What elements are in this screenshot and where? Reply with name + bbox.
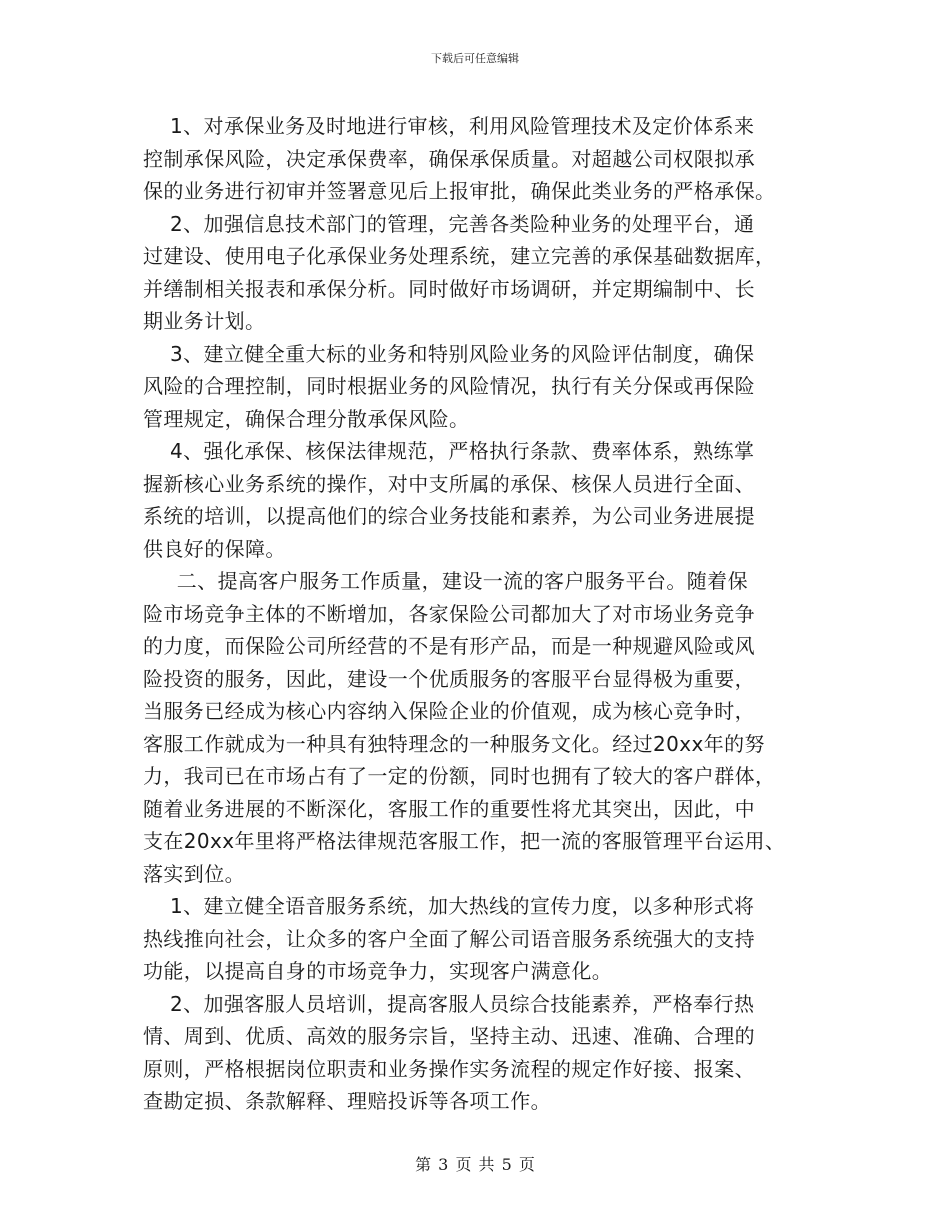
text-line: 的力度，而保险公司所经营的不是有形产品，而是一种规避风险或风 (143, 634, 755, 658)
page-header: 下载后可任意编辑 (431, 52, 519, 65)
text-line: 控制承保风险，决定承保费率，确保承保质量。对超越公司权限拟承 (143, 146, 755, 171)
text-line: 期业务计划。 (143, 309, 266, 333)
text-line: 查勘定损、条款解释、理赔投诉等各项工作。 (143, 1089, 551, 1113)
text-line: 4、强化承保、核保法律规范，严格执行条款、费率体系，熟练掌 (143, 439, 755, 463)
text-line: 情、周到、优质、高效的服务宗旨，坚持主动、迅速、准确、合理的 (143, 1024, 755, 1048)
page-number-footer: 第 3 页 共 5 页 (415, 1155, 535, 1174)
text-line: 风险的合理控制，同时根据业务的风险情况，执行有关分保或再保险 (143, 374, 755, 398)
text-line: 随着业务进展的不断深化，客服工作的重要性将尤其突出，因此，中 (143, 796, 755, 821)
text-line: 并缮制相关报表和承保分析。同时做好市场调研，并定期编制中、长 (143, 276, 755, 301)
text-line: 2、加强客服人员培训，提高客服人员综合技能素养，严格奉行热 (143, 991, 755, 1016)
text-line: 二、提高客户服务工作质量，建设一流的客户服务平台。随着保 (143, 569, 748, 593)
text-line: 过建设、使用电子化承保业务处理系统，建立完善的承保基础数据库， (143, 244, 776, 268)
text-line: 险市场竞争主体的不断增加，各家保险公司都加大了对市场业务竞争 (143, 601, 755, 626)
text-line: 系统的培训，以提高他们的综合业务技能和素养，为公司业务进展提 (143, 504, 755, 528)
text-line: 1、建立健全语音服务系统，加大热线的宣传力度，以多种形式将 (143, 894, 755, 918)
document-body (143, 110, 811, 1118)
text-line: 热线推向社会，让众多的客户全面了解公司语音服务系统强大的支持 (143, 926, 755, 951)
text-line: 当服务已经成为核心内容纳入保险企业的价值观，成为核心竞争时， (143, 699, 755, 723)
text-line: 原则，严格根据岗位职责和业务操作实务流程的规定作好接、报案、 (143, 1056, 755, 1081)
text-line: 2、加强信息技术部门的管理，完善各类险种业务的处理平台，通 (143, 211, 755, 236)
text-line: 管理规定，确保合理分散承保风险。 (143, 406, 470, 431)
text-line: 功能，以提高自身的市场竞争力，实现客户满意化。 (143, 959, 613, 983)
text-line: 3、建立健全重大标的业务和特别风险业务的风险评估制度，确保 (143, 341, 755, 366)
text-line: 握新核心业务系统的操作，对中支所属的承保、核保人员进行全面、 (143, 471, 755, 496)
text-line: 力，我司已在市场占有了一定的份额，同时也拥有了较大的客户群体， (143, 764, 776, 788)
text-line: 保的业务进行初审并签署意见后上报审批，确保此类业务的严格承保。 (143, 179, 776, 203)
text-line: 客服工作就成为一种具有独特理念的一种服务文化。经过20xx年的努 (143, 731, 765, 756)
text-line: 落实到位。 (143, 861, 245, 886)
text-line: 1、对承保业务及时地进行审核，利用风险管理技术及定价体系来 (143, 114, 755, 138)
text-line: 险投资的服务，因此，建设一个优质服务的客服平台显得极为重要， (143, 666, 755, 691)
text-line: 供良好的保障。 (143, 536, 286, 561)
text-line: 支在20xx年里将严格法律规范客服工作，把一流的客服管理平台运用、 (143, 829, 786, 853)
